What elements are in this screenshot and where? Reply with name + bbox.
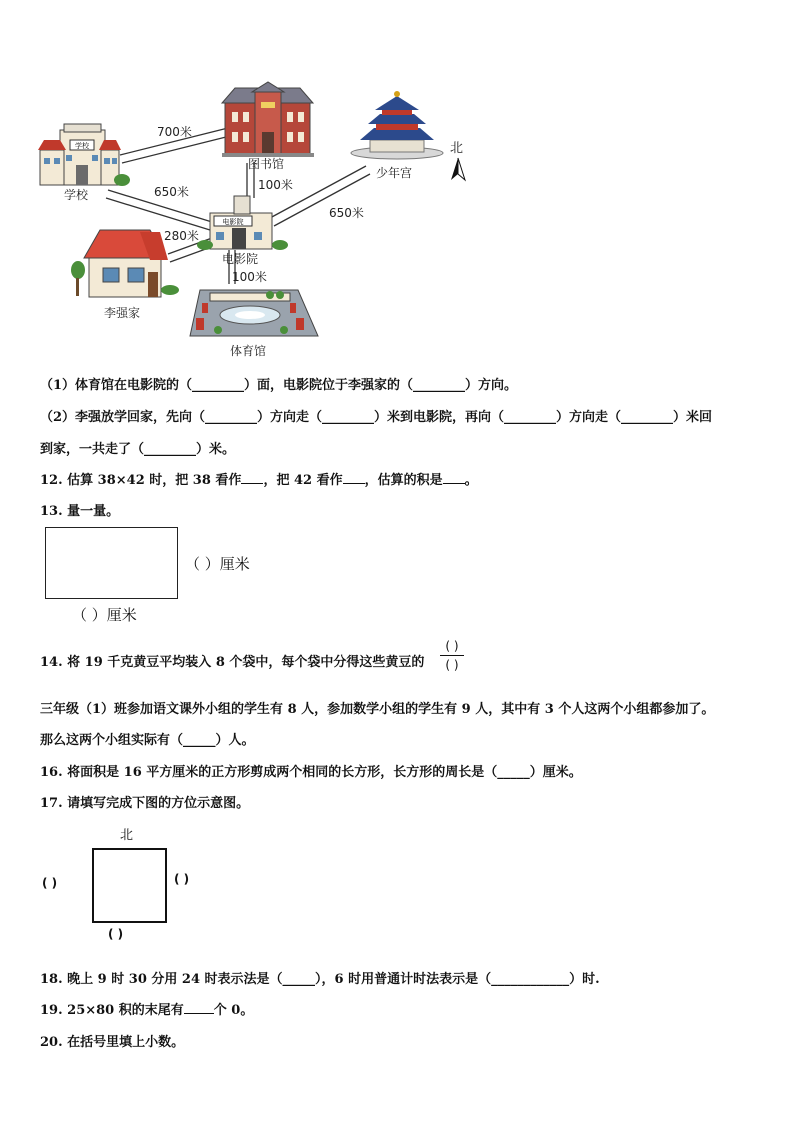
q13-rectangle bbox=[45, 527, 178, 599]
q14-fraction bbox=[440, 637, 464, 674]
home-building bbox=[71, 230, 179, 297]
q12-number: 12. bbox=[40, 473, 63, 488]
q16-text: 将面积是 16 平方厘米的正方形剪成两个相同的长方形，长方形的周长是（_____）厘米。 bbox=[67, 765, 582, 780]
library-building bbox=[222, 82, 314, 157]
question-12 bbox=[40, 469, 478, 488]
q14-fraction-numerator[interactable]: ( ) bbox=[440, 637, 464, 656]
label-home: 李强家 bbox=[104, 306, 141, 320]
label-north: 北 bbox=[450, 141, 464, 156]
label-cinema: 电影院 bbox=[222, 252, 259, 266]
question-16 bbox=[40, 761, 582, 780]
q15-line2: 那么这两个小组实际有（_____）人。 bbox=[40, 733, 255, 748]
question-13 bbox=[40, 500, 119, 519]
q12-text-a: 估算 38×42 时，把 38 看作 bbox=[67, 473, 242, 488]
q12-text-c: ，估算的积是 bbox=[364, 473, 443, 488]
q16-number: 16. bbox=[40, 765, 63, 780]
q12-text-b: ，把 42 看作 bbox=[263, 473, 343, 488]
north-arrow-icon bbox=[451, 158, 465, 180]
question-19 bbox=[40, 999, 253, 1018]
q17-north-label: 北 bbox=[120, 828, 134, 843]
q15-line1: 三年级（1）班参加语文课外小组的学生有 8 人，参加数学小组的学生有 9 人，其中有 3 个人这两个小组都参加了。 bbox=[40, 702, 715, 717]
gym-building bbox=[190, 290, 318, 336]
label-youth-palace: 少年宫 bbox=[376, 166, 413, 180]
q19-text-b: 个 0。 bbox=[213, 1003, 254, 1018]
q17-number: 17. bbox=[40, 796, 63, 811]
label-library: 图书馆 bbox=[248, 157, 285, 171]
q20-text: 在括号里填上小数。 bbox=[67, 1035, 185, 1050]
q13-bottom-label: （ ）厘米 bbox=[72, 606, 137, 624]
q12-blank-3[interactable] bbox=[443, 471, 465, 484]
q13-right-label: （ ）厘米 bbox=[185, 555, 250, 573]
school-building bbox=[38, 124, 130, 186]
q18-number: 18. bbox=[40, 972, 63, 987]
q12-blank-2[interactable] bbox=[343, 471, 365, 484]
q18-text: 晚上 9 时 30 分用 24 时表示法是（_____），6 时用普通计时法表示是（____________）时. bbox=[67, 972, 600, 987]
q19-text-a: 25×80 积的末尾有 bbox=[67, 1003, 184, 1018]
label-gym: 体育馆 bbox=[230, 344, 267, 358]
q17-bottom-blank[interactable]: ( ) bbox=[108, 927, 124, 941]
question-18 bbox=[40, 968, 600, 987]
distance-youth-cinema: 650米 bbox=[329, 206, 364, 220]
q13-text: 量一量。 bbox=[67, 504, 120, 519]
q17-right-blank[interactable]: ( ) bbox=[174, 872, 190, 886]
question-14 bbox=[40, 651, 424, 670]
q17-text: 请填写完成下图的方位示意图。 bbox=[67, 796, 250, 811]
school-sign: 学校 bbox=[75, 142, 89, 150]
q17-left-blank[interactable]: ( ) bbox=[42, 876, 58, 890]
q19-number: 19. bbox=[40, 1003, 63, 1018]
cinema-building bbox=[197, 196, 288, 250]
q14-fraction-denominator[interactable]: ( ) bbox=[445, 658, 459, 672]
q14-text: 将 19 千克黄豆平均装入 8 个袋中，每个袋中分得这些黄豆的 bbox=[67, 655, 425, 670]
q20-number: 20. bbox=[40, 1035, 63, 1050]
question-20 bbox=[40, 1031, 184, 1050]
q11-part1: （1）体育馆在电影院的（________）面，电影院位于李强家的（________）方向。 bbox=[40, 378, 518, 393]
distance-cinema-gym: 100米 bbox=[232, 270, 267, 284]
q12-text-d: 。 bbox=[464, 473, 478, 488]
q12-blank-1[interactable] bbox=[241, 471, 263, 484]
distance-school-library: 700米 bbox=[157, 125, 192, 139]
distance-library-cinema: 100米 bbox=[258, 178, 293, 192]
youth-palace-building bbox=[351, 91, 443, 159]
cinema-sign: 电影院 bbox=[222, 218, 244, 226]
q11-part2-line1: （2）李强放学回家，先向（________）方向走（________）米到电影院，再向（________）方向走（________）米回 bbox=[40, 410, 713, 425]
distance-school-cinema: 650米 bbox=[154, 185, 189, 199]
distance-home-cinema: 280米 bbox=[164, 229, 199, 243]
question-17 bbox=[40, 792, 249, 811]
q19-blank[interactable] bbox=[184, 1001, 214, 1014]
label-school: 学校 bbox=[64, 188, 89, 202]
q14-number: 14. bbox=[40, 655, 63, 670]
q17-square bbox=[92, 848, 167, 923]
q11-part2-line2: 到家，一共走了（________）米。 bbox=[40, 442, 236, 457]
q13-number: 13. bbox=[40, 504, 63, 519]
